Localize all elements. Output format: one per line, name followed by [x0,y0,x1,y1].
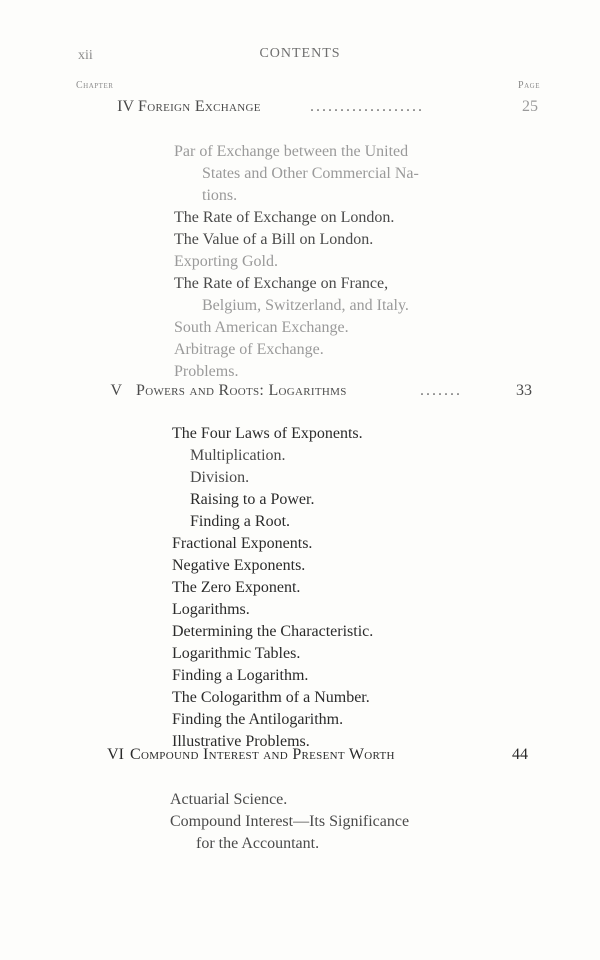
chapter-heading [0,98,600,120]
topic-item: The Cologarithm of a Number. [172,689,370,706]
topic-item: Arbitrage of Exchange. [174,341,324,358]
dot-leader: ................... [310,98,424,115]
topic-item: Illustrative Problems. [172,733,310,750]
topic-item: Division. [190,469,250,486]
topic-item: South American Exchange. [174,319,349,336]
topic-item: Finding the Antilogarithm. [172,711,344,728]
chapter-iv [0,98,600,380]
topic-item: Logarithmic Tables. [172,645,301,662]
chapter-number: IV [117,98,134,115]
topic-item: Fractional Exponents. [172,535,313,552]
chapter-title: Foreign Exchange [138,98,261,115]
topic-item: Negative Exponents. [172,557,306,574]
dot-leader: ....... [420,382,462,399]
topic-item: Par of Exchange between the United [174,143,409,160]
topic-item: Exporting Gold. [174,253,278,270]
topic-item: Finding a Logarithm. [172,667,309,684]
chapter-page-number: 44 [512,746,528,763]
topic-item: The Four Laws of Exponents. [172,425,363,442]
topic-item: The Rate of Exchange on London. [174,209,395,226]
chapter-title: Powers and Roots: Logarithms [136,382,347,399]
topic-item: tions. [202,187,238,204]
topic-item: The Zero Exponent. [172,579,301,596]
chapter-number: V [110,382,122,399]
chapter-heading [0,746,600,768]
topic-item: Belgium, Switzerland, and Italy. [202,297,409,314]
topic-item: The Value of a Bill on London. [174,231,374,248]
topic-item: States and Other Commercial Na- [202,165,419,182]
topic-item: Raising to a Power. [190,491,315,508]
chapter-vi [0,746,600,852]
page-title: CONTENTS [259,46,341,61]
chapter-page-number: 25 [522,98,538,115]
column-labels [0,80,600,96]
chapter-page-number: 33 [516,382,532,399]
topic-item: for the Accountant. [196,835,320,852]
topic-item: The Rate of Exchange on France, [174,275,389,292]
chapter-title: Compound Interest and Present Worth [130,746,395,763]
topic-item: Compound Interest—Its Significance [170,813,410,830]
topic-item: Problems. [174,363,239,380]
topic-item: Actuarial Science. [170,791,288,808]
topic-item: Multiplication. [190,447,286,464]
chapter-heading [0,382,600,404]
chapter-column-label: Chapter [76,80,114,91]
chapter-number: VI [107,746,124,763]
page-column-label: Page [518,80,540,91]
page-number: xii [78,48,93,63]
chapter-v [0,382,600,750]
topic-item: Determining the Characteristic. [172,623,374,640]
running-head [0,46,600,68]
topic-item: Finding a Root. [190,513,291,530]
topic-item: Logarithms. [172,601,250,618]
